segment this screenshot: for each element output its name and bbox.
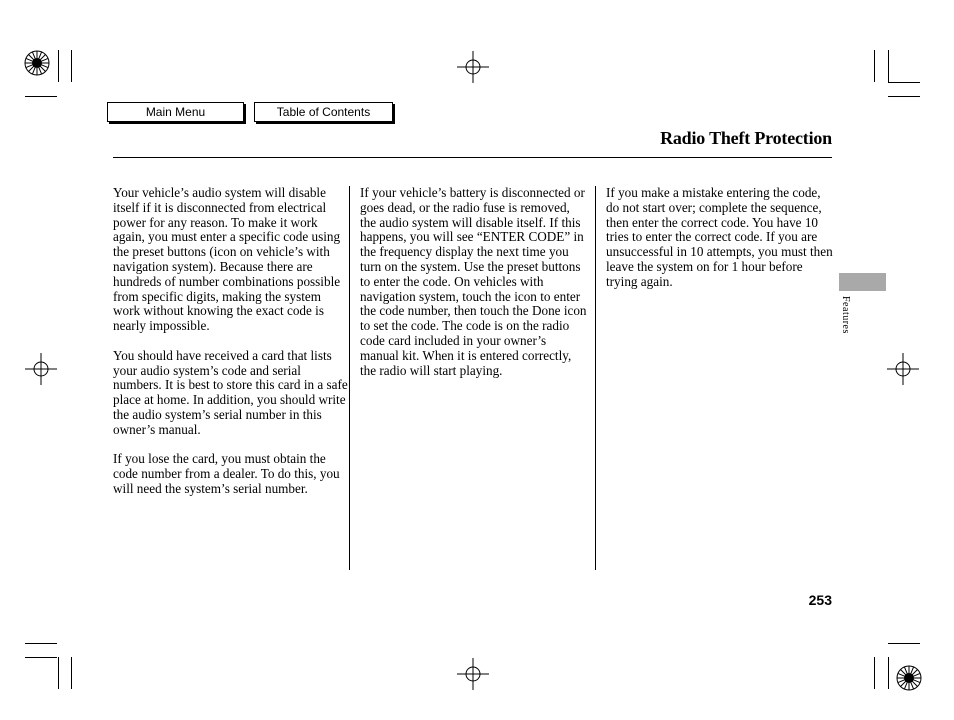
column-divider bbox=[349, 186, 350, 570]
page-number: 253 bbox=[808, 592, 832, 608]
crop-mark bbox=[888, 82, 920, 83]
crop-mark bbox=[888, 96, 920, 97]
paragraph: If your vehicle’s battery is disconnected or goes dead, or the radio fuse is removed, the audio system will disable itself. If this happens, you will see “ENTER CODE” in the frequency display the next time you turn on the system. Use the preset buttons to enter the code. On vehicles with navigation system, touch the icon to enter the code number, then touch the Done icon to set the code. The code is on the radio code card included in your owner’s manual kit. When it is entered correctly, the radio will start playing. bbox=[360, 185, 587, 378]
registration-target-icon bbox=[457, 51, 489, 83]
text-column-2 bbox=[360, 186, 588, 393]
text-column-3 bbox=[606, 186, 836, 304]
paragraph: If you lose the card, you must obtain the code number from a dealer. To do this, you will need the system’s serial number. bbox=[113, 451, 340, 496]
crop-mark bbox=[71, 657, 72, 689]
crop-mark bbox=[58, 50, 59, 82]
crop-mark bbox=[888, 657, 889, 689]
registration-target-icon bbox=[25, 353, 57, 385]
crop-mark bbox=[25, 643, 57, 644]
starburst-mark-icon bbox=[896, 665, 922, 691]
paragraph: If you make a mistake entering the code, do not start over; complete the sequence, then enter the correct code. You have 10 tries to enter the correct code. If you are unsuccessful in 10 attempts, you must then leave the system on for 1 hour before trying again. bbox=[606, 185, 833, 289]
column-divider bbox=[595, 186, 596, 570]
crop-mark bbox=[25, 96, 57, 97]
page-title: Radio Theft Protection bbox=[660, 128, 832, 148]
paragraph: Your vehicle’s audio system will disable itself if it is disconnected from electrical power for any reason. To make it work again, you must enter a specific code using the preset buttons (icon on vehicle’s with navigation system). Because there are hundreds of number combinations possible from specific digits, making the system work without knowing the exact code is nearly impossible. bbox=[113, 185, 341, 334]
registration-target-icon bbox=[887, 353, 919, 385]
crop-mark bbox=[888, 50, 889, 82]
main-menu-button[interactable]: Main Menu bbox=[107, 102, 244, 122]
crop-mark bbox=[58, 657, 59, 689]
crop-mark bbox=[888, 643, 920, 644]
starburst-mark-icon bbox=[24, 50, 50, 76]
crop-mark bbox=[71, 50, 72, 82]
crop-mark bbox=[874, 50, 875, 82]
table-of-contents-button[interactable]: Table of Contents bbox=[254, 102, 393, 122]
header-rule bbox=[113, 157, 832, 158]
paragraph: You should have received a card that lists your audio system’s code and serial numbers. It is best to store this card in a safe place at home. In addition, you should write the audio system’s serial number in this owner’s manual. bbox=[113, 347, 348, 437]
registration-target-icon bbox=[457, 658, 489, 690]
crop-mark bbox=[874, 657, 875, 689]
section-label: Features bbox=[840, 296, 851, 334]
section-tab bbox=[839, 273, 886, 291]
crop-mark bbox=[25, 657, 57, 658]
text-column-1 bbox=[113, 186, 351, 512]
